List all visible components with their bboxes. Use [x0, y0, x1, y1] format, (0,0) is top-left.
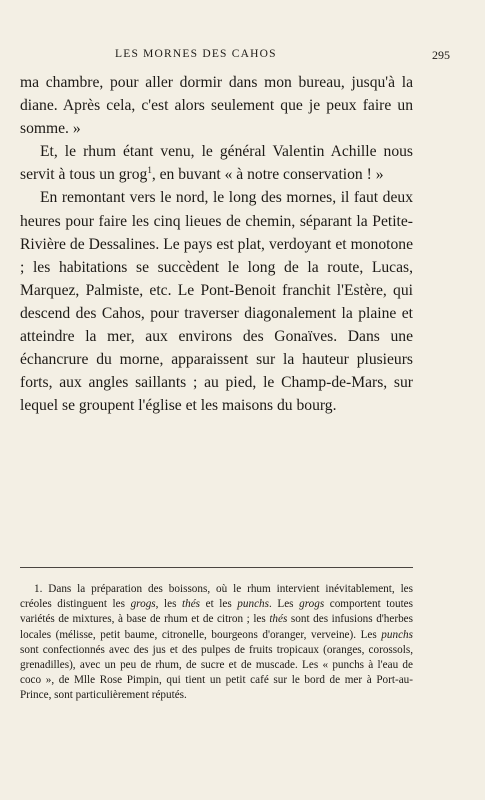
running-title: LES MORNES DES CAHOS — [115, 48, 277, 60]
body-text — [20, 71, 413, 417]
footnote-emphasis: punchs — [381, 628, 413, 641]
footnote-emphasis: thés — [182, 598, 201, 611]
footnote-separator — [20, 567, 413, 568]
paragraph-2-text: Et, le rhum étant venu, le général Valentin Achille nous servit à tous un grog — [20, 143, 413, 184]
footnote-reference[interactable]: 1 — [147, 165, 152, 176]
footnote-span: sont des infusions d'herbes locales (mélisse, petit baume, citronelle, bourgeons d'oranger, verveine). Les — [20, 613, 413, 641]
paragraph-2-text-end: , en buvant « à notre conservation ! » — [151, 166, 384, 184]
footnote-span: comportent toutes variétés de mixtures, à base de rhum et de citron ; les — [20, 598, 413, 626]
paragraph-2 — [20, 140, 413, 186]
footnote-span: 1. Dans la préparation des boissons, où le rhum intervient inévitablement, les créoles distinguent les — [20, 583, 413, 611]
footnote-span: sont confectionnés avec des jus et des pulpes de fruits tropicaux (oranges, corossols, grenadilles), avec un peu de rhum, de sucre et de muscade. Les « punchs à l'eau de coco », de Mlle Rose Pimpin, qui tient un petit café sur le bord de mer à Port-au-Prince, sont particulièrement réputés. — [20, 643, 413, 702]
paragraph-1: ma chambre, pour aller dormir dans mon bureau, jusqu'à la diane. Après cela, c'est alors seulement que je peux faire un somme. » — [20, 74, 413, 138]
footnote-emphasis: punchs — [237, 598, 269, 611]
page-number: 295 — [432, 48, 450, 62]
footnote-span: . Les — [268, 598, 300, 611]
page-header — [20, 48, 450, 68]
paragraph-3: En remontant vers le nord, le long des mornes, il faut deux heures pour faire les cinq lieues de chemin, séparant la Petite-Rivière de Dessalines. Le pays est plat, verdoyant et monotone ; les habitations se succèdent le long de la route, Lucas, Marquez, Palmiste, etc. Le Pont-Benoit franchit l'Estère, qui descend des Cahos, pour traverser diagonalement la plaine et atteindre la mer, aux environs des Gonaïves. Dans une échancrure du morne, apparaissent sur la hauteur plusieurs forts, aux angles saillants ; au pied, le Champ-de-Mars, sur lequel se groupent l'église et les maisons du bourg. — [20, 189, 413, 415]
footnote-emphasis: grogs — [130, 598, 156, 611]
footnote-emphasis: grogs — [299, 598, 325, 611]
footnote-emphasis: thés — [269, 613, 288, 626]
footnote-span: , les — [155, 598, 183, 611]
footnote-text — [20, 582, 413, 704]
footnote-span: et les — [200, 598, 238, 611]
footnote — [20, 582, 413, 704]
